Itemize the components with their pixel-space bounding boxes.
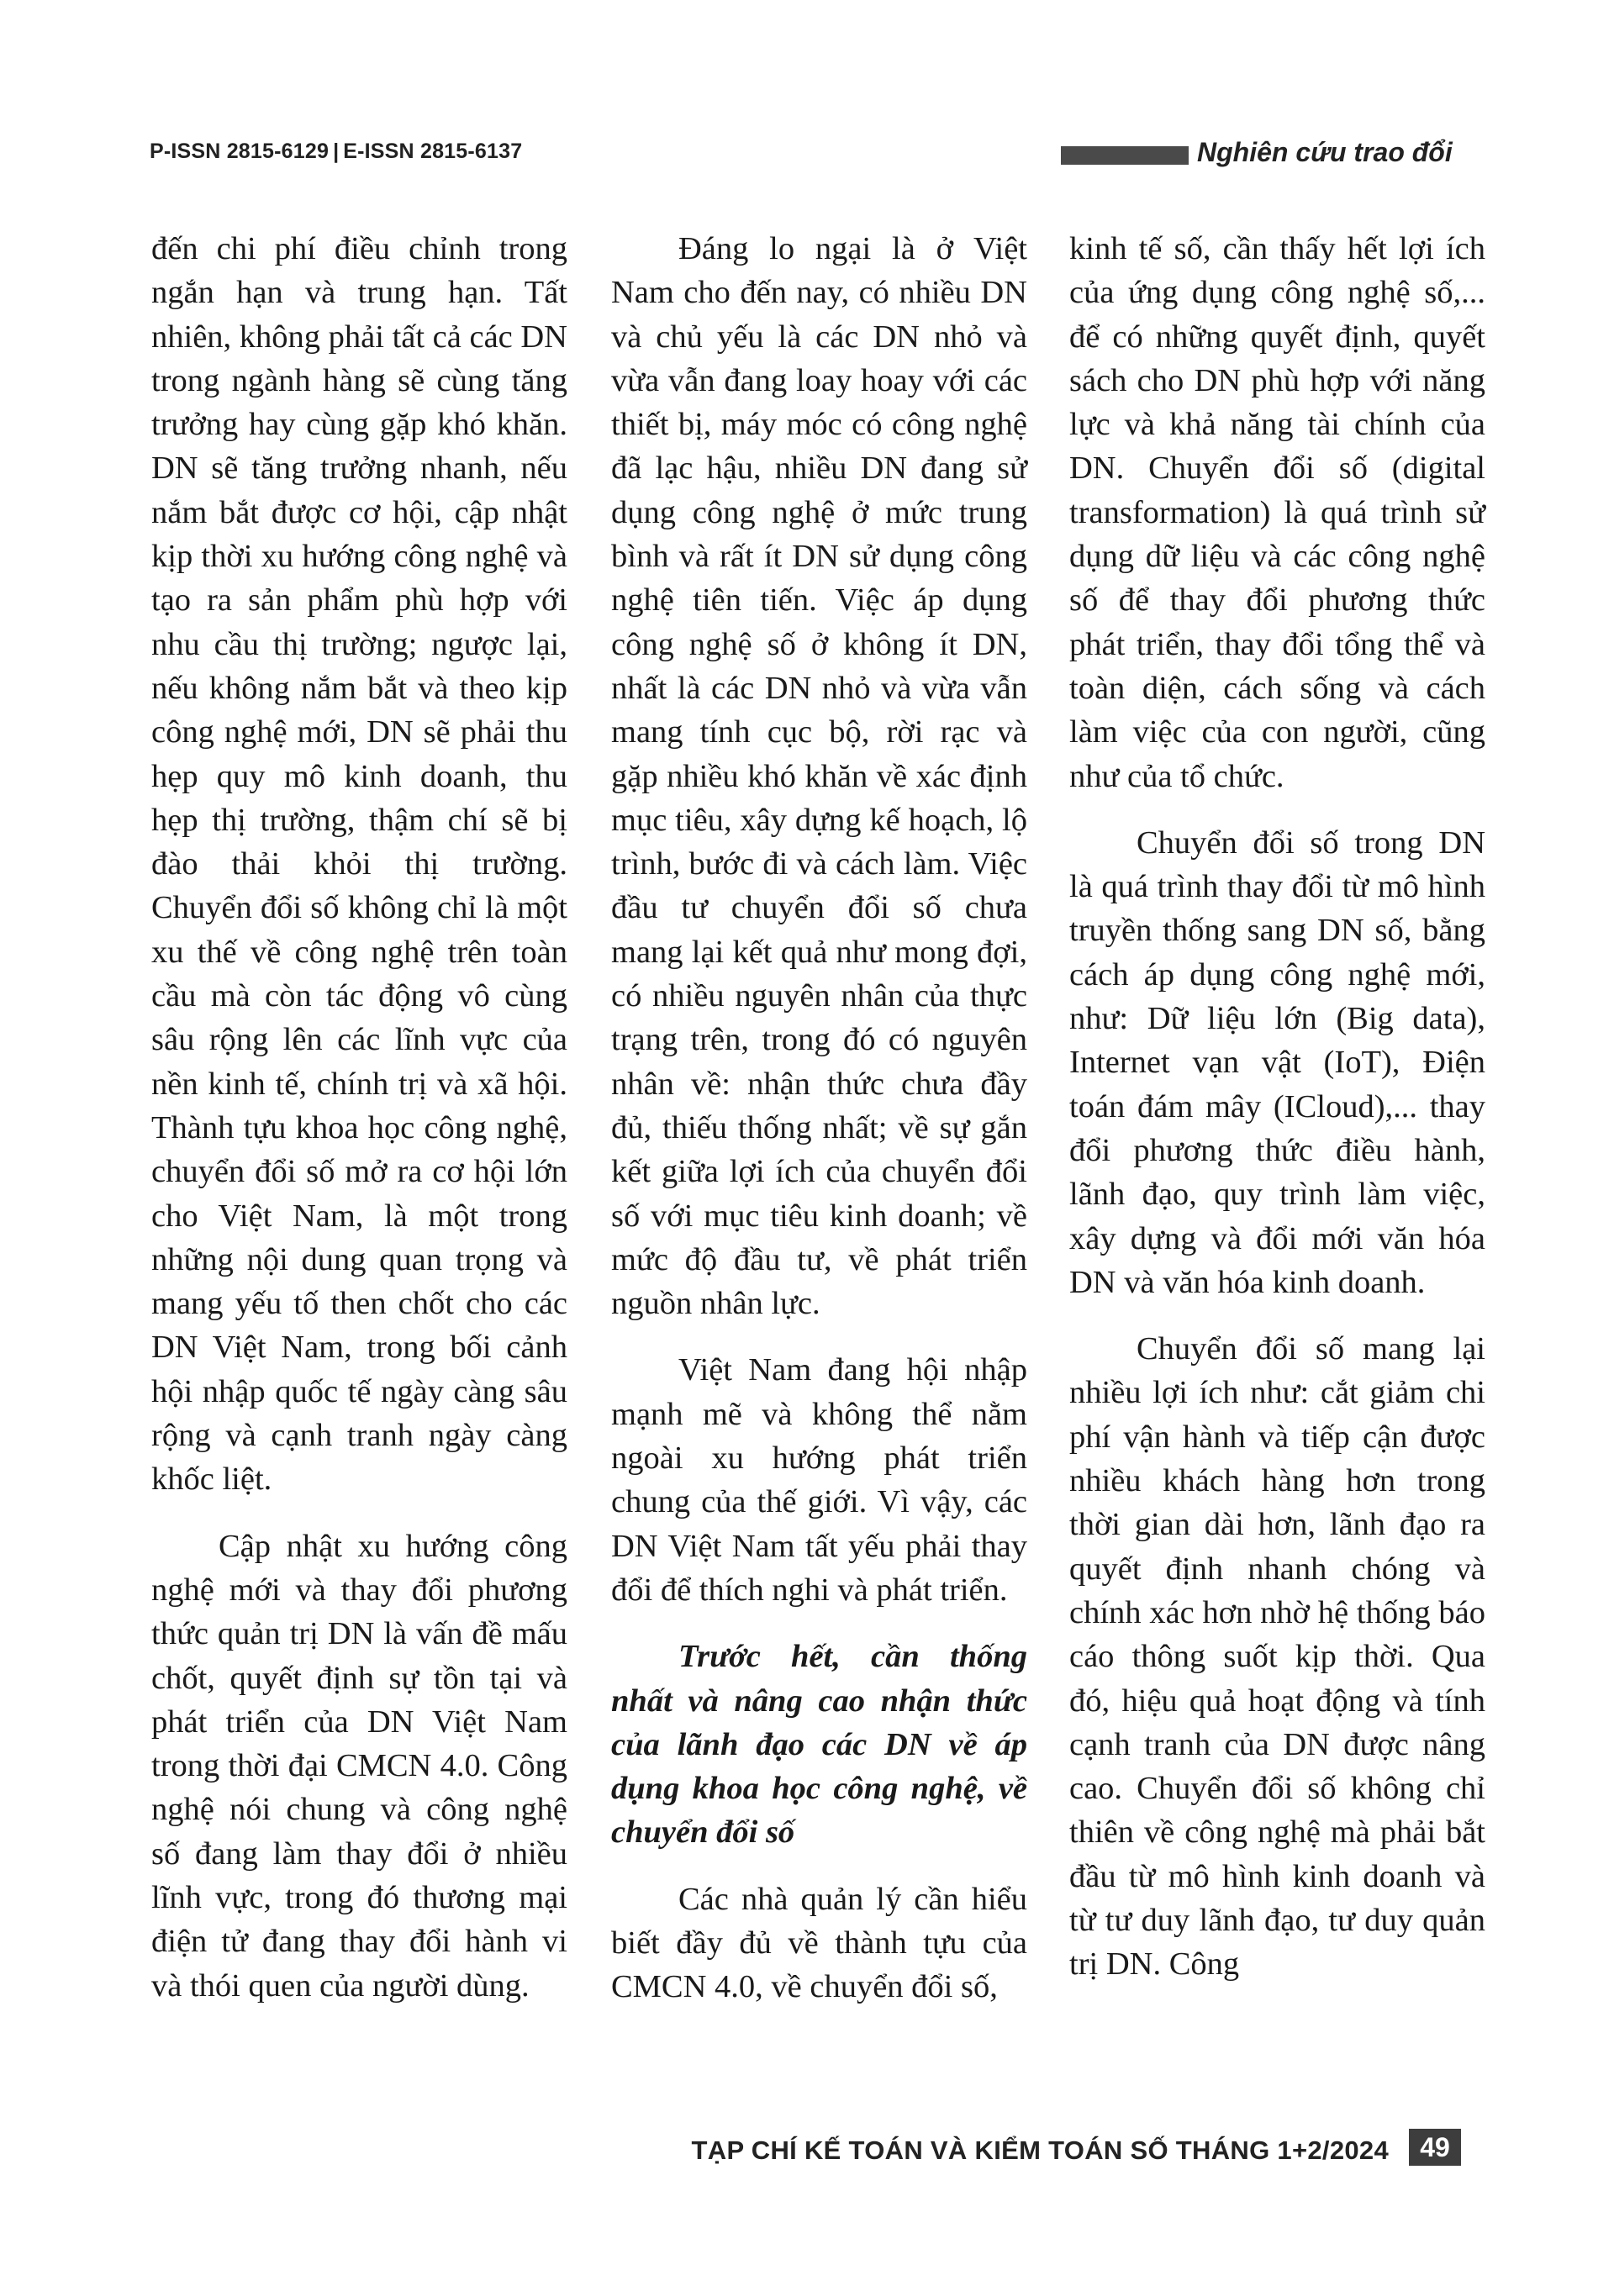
paragraph: Việt Nam đang hội nhập mạnh mẽ và không thể nằm ngoài xu hướng phát triển chung của thế giới. Vì vậy, các DN Việt Nam tất yếu phải thay đổi để thích nghi và phát triển.: [611, 1352, 1027, 1608]
text-column-1: [151, 227, 567, 2030]
text-column-2: [611, 227, 1027, 2032]
issn-print: P-ISSN 2815-6129: [150, 140, 330, 163]
paragraph: kinh tế số, cần thấy hết lợi ích của ứng dụng công nghệ số,... để có những quyết định, quyết sách cho DN phù hợp với năng lực và khả năng tài chính của DN. Chuyển đổi số (digital transformation) là quá trình sử dụng dữ liệu và các công nghệ số để thay đổi phương thức phát triển, thay đổi tổng thể và toàn diện, cách sống và cách làm việc của con người, cũng như của tổ chức.: [1069, 231, 1485, 794]
issn-electronic: E-ISSN 2815-6137: [343, 140, 523, 163]
section-heading: Trước hết, cần thống nhất và nâng cao nhận thức của lãnh đạo các DN về áp dụng khoa học công nghệ, về chuyển đổi số: [611, 1639, 1027, 1851]
paragraph: Đáng lo ngại là ở Việt Nam cho đến nay, có nhiều DN và chủ yếu là các DN nhỏ và vừa vẫn đang loay hoay với các thiết bị, máy móc có công nghệ đã lạc hậu, nhiều DN đang sử dụng công nghệ ở mức trung bình và rất ít DN sử dụng công nghệ tiên tiến. Việc áp dụng công nghệ số ở không ít DN, nhất là các DN nhỏ và vừa vẫn mang tính cục bộ, rời rạc và gặp nhiều khó khăn về xác định mục tiêu, xây dựng kế hoạch, lộ trình, bước đi và cách làm. Việc đầu tư chuyển đổi số chưa mang lại kết quả như mong đợi, có nhiều nguyên nhân của thực trạng trên, trong đó có nguyên nhân về: nhận thức chưa đầy đủ, thiếu thống nhất; về sự gắn kết giữa lợi ích của chuyển đổi số với mục tiêu kinh doanh; về mức độ đầu tư, về phát triển nguồn nhân lực.: [611, 231, 1027, 1322]
journal-footer-title: TẠP CHÍ KẾ TOÁN VÀ KIỂM TOÁN SỐ THÁNG 1+2/2024: [691, 2135, 1389, 2165]
section-title: Nghiên cứu trao đổi: [1197, 137, 1453, 167]
paragraph: Các nhà quản lý cần hiểu biết đầy đủ về thành tựu của CMCN 4.0, về chuyển đổi số,: [611, 1881, 1027, 2005]
paragraph: đến chi phí điều chỉnh trong ngắn hạn và trung hạn. Tất nhiên, không phải tất cả các DN trong ngành hàng sẽ cùng tăng trưởng hay cùng gặp khó khăn. DN sẽ tăng trưởng nhanh, nếu nắm bắt được cơ hội, cập nhật kịp thời xu hướng công nghệ và tạo ra sản phẩm phù hợp với nhu cầu thị trường; ngược lại, nếu không nắm bắt và theo kịp công nghệ mới, DN sẽ phải thu hẹp quy mô kinh doanh, thu hẹp thị trường, thậm chí sẽ bị đào thải khỏi thị trường. Chuyển đổi số không chỉ là một xu thế về công nghệ trên toàn cầu mà còn tác động vô cùng sâu rộng lên các lĩnh vực của nền kinh tế, chính trị và xã hội. Thành tựu khoa học công nghệ, chuyển đổi số mở ra cơ hội lớn cho Việt Nam, là một trong những nội dung quan trọng và mang yếu tố then chốt cho các DN Việt Nam, trong bối cảnh hội nhập quốc tế ngày càng sâu rộng và cạnh tranh ngày càng khốc liệt.: [151, 231, 567, 1498]
header-decorative-bar: [1061, 146, 1189, 165]
page-number: 49: [1409, 2129, 1461, 2166]
text-column-3: [1069, 227, 1485, 2009]
paragraph: Chuyển đổi số mang lại nhiều lợi ích như: cắt giảm chi phí vận hành và tiếp cận được nhiều khách hàng hơn trong thời gian dài hơn, lãnh đạo ra quyết định nhanh chóng và chính xác hơn nhờ hệ thống báo cáo thông suốt kịp thời. Qua đó, hiệu quả hoạt động và tính cạnh tranh của DN được nâng cao. Chuyển đổi số không chỉ thiên về công nghệ mà phải bắt đầu từ mô hình kinh doanh và từ tư duy lãnh đạo, tư duy quản trị DN. Công: [1069, 1331, 1485, 1983]
issn-separator: |: [333, 140, 340, 163]
paragraph: Cập nhật xu hướng công nghệ mới và thay đổi phương thức quản trị DN là vấn đề mấu chốt, quyết định sự tồn tại và phát triển của DN Việt Nam trong thời đại CMCN 4.0. Công nghệ nói chung và công nghệ số đang làm thay đổi ở nhiều lĩnh vực, trong đó thương mại điện tử đang thay đổi hành vi và thói quen của người dùng.: [151, 1528, 567, 2004]
issn-line: [150, 140, 522, 164]
paragraph: Chuyển đổi số trong DN là quá trình thay đổi từ mô hình truyền thống sang DN số, bằng cách áp dụng công nghệ mới, như: Dữ liệu lớn (Big data), Internet vạn vật (IoT), Điện toán đám mây (ICloud),... thay đổi phương thức điều hành, lãnh đạo, quy trình làm việc, xây dựng và đổi mới văn hóa DN và văn hóa kinh doanh.: [1069, 824, 1485, 1300]
